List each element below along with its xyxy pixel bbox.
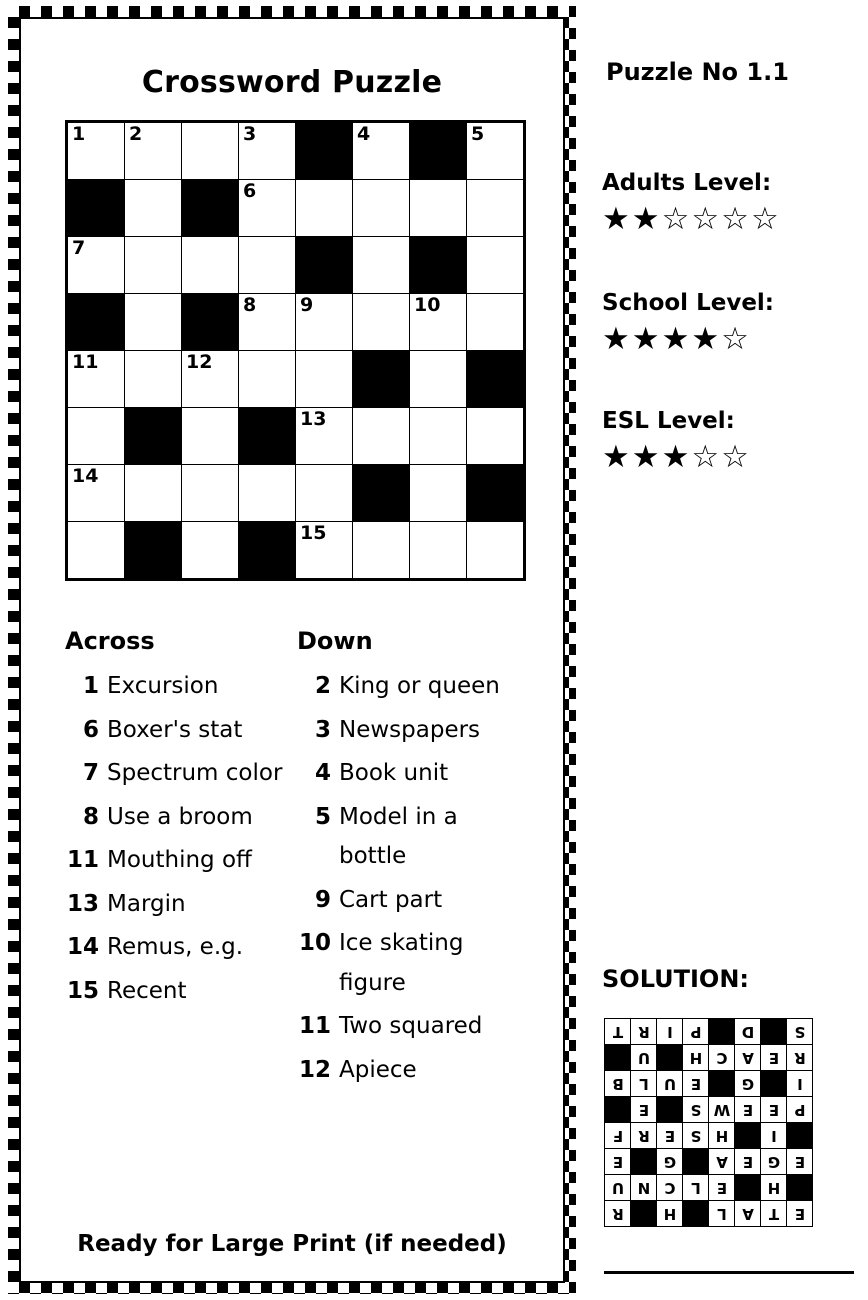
solution-cell: H [657,1201,683,1227]
difficulty-stars: ★★★☆☆ [602,439,751,475]
grid-cell-block [125,522,182,580]
clue-number: 7 [82,760,99,787]
clue-number: 5 [314,803,331,830]
clue-number: 11 [66,847,99,874]
grid-cell[interactable] [410,294,467,351]
clue-number: 4 [314,760,331,787]
solution-cell-block [605,1045,631,1071]
clue-number: 2 [314,673,331,699]
grid-cell-block [239,408,296,465]
grid-cell[interactable] [125,465,182,522]
clue-text: Two squared [339,1013,483,1040]
clue-number: 3 [314,716,331,743]
grid-cell-number: 9 [300,294,314,316]
grid-cell[interactable] [467,237,525,294]
difficulty-label: School Level: [602,290,774,316]
difficulty-level [602,170,858,236]
solution-cell-block [761,1071,787,1097]
grid-cell[interactable] [410,180,467,237]
footer-note: Ready for Large Print (if needed) [77,1231,507,1257]
solution-cell: W [709,1097,735,1123]
grid-cell[interactable] [239,180,296,237]
grid-cell[interactable] [67,408,125,465]
solution-cell: P [787,1097,813,1123]
difficulty-stars: ★★★★☆ [602,321,751,357]
solution-cell: S [683,1123,709,1149]
solution-cell-block [631,1149,657,1175]
grid-cell[interactable] [467,522,525,580]
clue-number: 8 [82,803,99,830]
clue-item[interactable] [297,881,529,921]
solution-cell: F [605,1123,631,1149]
puzzle-number: Puzzle No 1.1 [606,58,789,86]
clue-text: King or queen [339,673,500,699]
grid-cell-number: 10 [414,294,441,316]
grid-cell[interactable] [410,351,467,408]
clue-number: 14 [66,934,99,961]
grid-cell[interactable] [353,522,410,580]
clue-number: 13 [66,890,99,917]
grid-cell-block [239,522,296,580]
grid-cell[interactable] [182,351,239,408]
solution-cell: E [787,1149,813,1175]
grid-cell[interactable] [239,465,296,522]
solution-cell: A [735,1045,761,1071]
solution-row [605,1071,813,1097]
solution-row [605,1019,813,1045]
solution-cell-block [683,1149,709,1175]
grid-cell[interactable] [296,180,353,237]
grid-cell[interactable] [182,122,239,180]
solution-cell: I [761,1123,787,1149]
grid-cell[interactable] [353,294,410,351]
grid-row [67,465,525,522]
solution-row [605,1045,813,1071]
grid-cell[interactable] [296,522,353,580]
grid-cell-block [467,465,525,522]
grid-cell[interactable] [353,237,410,294]
grid-cell[interactable] [467,180,525,237]
solution-cell: P [683,1019,709,1045]
grid-cell-block [67,294,125,351]
clue-text: Book unit [339,760,449,787]
solution-cell: R [631,1019,657,1045]
difficulty-label: Adults Level: [602,170,772,196]
grid-cell[interactable] [182,408,239,465]
solution-cell: H [761,1175,787,1201]
solution-cell: E [735,1097,761,1123]
grid-cell-number: 8 [243,294,257,316]
clue-number: 15 [66,977,99,1004]
clue-text: Remus, e.g. [107,934,244,961]
clue-text: Use a broom [107,803,253,830]
solution-cell: E [605,1149,631,1175]
grid-cell[interactable] [239,237,296,294]
clue-text: Cart part [339,886,443,913]
solution-cell-block [605,1097,631,1123]
page-title: Crossword Puzzle [141,65,443,100]
solution-cell-block [735,1123,761,1149]
grid-cell-number: 1 [72,123,86,145]
solution-cell: C [657,1175,683,1201]
difficulty-level [602,408,858,474]
grid-cell-number: 5 [471,123,485,145]
grid-cell[interactable] [239,351,296,408]
grid-cell[interactable] [467,122,525,180]
grid-cell[interactable] [125,351,182,408]
down-heading: Down [297,627,373,655]
solution-cell-block [683,1201,709,1227]
grid-row [67,522,525,580]
clue-number: 6 [82,716,99,743]
grid-cell[interactable] [467,294,525,351]
grid-row [67,408,525,465]
grid-cell-number: 7 [72,237,86,259]
clue-item[interactable] [297,667,529,707]
solution-cell: H [683,1045,709,1071]
grid-cell-block [410,122,467,180]
solution-cell: A [735,1201,761,1227]
grid-cell-number: 13 [300,408,327,430]
grid-cell[interactable] [296,351,353,408]
clue-text: Newspapers [339,716,481,743]
grid-row [67,180,525,237]
solution-cell: E [735,1149,761,1175]
grid-cell-block [467,351,525,408]
clue-text: Spectrum color [107,760,283,787]
grid-cell[interactable] [410,465,467,522]
solution-cell: G [761,1149,787,1175]
grid-cell-block [182,294,239,351]
clue-item[interactable] [65,798,297,838]
solution-row [605,1097,813,1123]
grid-cell-number: 6 [243,180,257,202]
grid-cell[interactable] [410,408,467,465]
grid-cell[interactable] [239,122,296,180]
grid-cell[interactable] [239,294,296,351]
grid-cell[interactable] [67,465,125,522]
solution-cell: N [631,1175,657,1201]
clue-text: Recent [107,977,187,1004]
grid-cell-number: 15 [300,522,327,544]
grid-row [67,351,525,408]
grid-cell[interactable] [125,180,182,237]
clue-number: 10 [298,930,331,957]
solution-row [605,1123,813,1149]
solution-cell: I [657,1019,683,1045]
clue-item[interactable] [297,711,529,751]
info-sidebar [598,0,860,1300]
grid-cell-block [125,408,182,465]
solution-cell: E [787,1201,813,1227]
grid-cell-block [67,180,125,237]
solution-cell: E [709,1175,735,1201]
solution-cell: D [735,1019,761,1045]
solution-cell: R [605,1201,631,1227]
clue-item[interactable] [297,754,529,794]
grid-cell[interactable] [67,522,125,580]
solution-grid-table [604,1018,813,1227]
solution-row [605,1201,813,1227]
puzzle-card [8,6,576,1294]
puzzle-card-inner [19,17,565,1283]
clue-item[interactable] [65,885,297,925]
solution-row [605,1175,813,1201]
solution-cell: A [709,1149,735,1175]
grid-cell-number: 11 [72,351,99,373]
clue-number: 1 [82,673,99,699]
grid-cell[interactable] [125,294,182,351]
clue-item[interactable] [297,798,529,877]
solution-heading: SOLUTION: [602,965,749,993]
solution-cell: G [657,1149,683,1175]
solution-cell: C [709,1045,735,1071]
clue-lists [65,627,545,1094]
across-heading: Across [65,627,155,655]
grid-cell[interactable] [182,465,239,522]
solution-cell: T [605,1019,631,1045]
grid-cell[interactable] [410,522,467,580]
grid-cell-number: 2 [129,123,143,145]
clue-item[interactable] [65,972,297,1012]
grid-cell-block [353,465,410,522]
clue-number: 11 [298,1013,331,1040]
clue-item[interactable] [65,928,297,968]
solution-cell: R [787,1045,813,1071]
grid-cell[interactable] [467,408,525,465]
grid-row [67,237,525,294]
solution-cell: S [787,1019,813,1045]
solution-cell-block [709,1019,735,1045]
clue-item[interactable] [297,924,529,1003]
solution-cell: U [605,1175,631,1201]
solution-cell: L [709,1201,735,1227]
down-clues [297,627,529,1094]
clue-item[interactable] [297,1007,529,1047]
solution-cell: H [709,1123,735,1149]
solution-cell-block [735,1175,761,1201]
clue-text: Excursion [107,673,219,699]
grid-cell-number: 12 [186,351,213,373]
solution-cell-block [657,1045,683,1071]
solution-cell: E [631,1097,657,1123]
grid-row [67,122,525,180]
solution-cell-block [787,1175,813,1201]
solution-cell: L [683,1175,709,1201]
clue-text: Boxer's stat [107,716,243,743]
solution-cell: E [683,1071,709,1097]
grid-cell[interactable] [67,122,125,180]
grid-cell-block [296,122,353,180]
grid-cell[interactable] [125,237,182,294]
solution-cell: T [761,1201,787,1227]
grid-cell[interactable] [296,465,353,522]
solution-cell-block [761,1019,787,1045]
solution-cell: E [761,1097,787,1123]
solution-cell: B [605,1071,631,1097]
clue-text: Model in a bottle [339,803,458,870]
across-clues [65,627,297,1094]
grid-cell-block [410,237,467,294]
solution-cell: G [735,1071,761,1097]
clue-text: Mouthing off [107,847,252,874]
grid-row [67,294,525,351]
grid-cell[interactable] [67,351,125,408]
grid-cell-number: 14 [72,465,99,487]
grid-cell-block [296,237,353,294]
difficulty-label: ESL Level: [602,408,735,434]
grid-cell-block [353,351,410,408]
solution-cell: E [657,1123,683,1149]
clue-text: Apiece [339,1056,417,1083]
solution-cell-block [657,1097,683,1123]
difficulty-stars: ★★☆☆☆☆ [602,201,781,237]
grid-cell-number: 3 [243,123,257,145]
crossword-grid[interactable] [65,120,526,581]
grid-cell[interactable] [353,408,410,465]
clue-item[interactable] [65,667,297,707]
solution-cell-block [709,1071,735,1097]
grid-cell[interactable] [353,122,410,180]
grid-cell[interactable] [67,237,125,294]
clue-number: 9 [314,886,331,913]
grid-cell[interactable] [296,294,353,351]
solution-cell: U [631,1045,657,1071]
clue-item[interactable] [65,711,297,751]
solution-cell: U [657,1071,683,1097]
solution-row [605,1149,813,1175]
solution-cell: I [787,1071,813,1097]
solution-cell-block [631,1201,657,1227]
solution-cell: L [631,1071,657,1097]
difficulty-level [602,290,858,356]
solution-cell: R [631,1123,657,1149]
grid-cell-number: 4 [357,123,371,145]
solution-cell-block [787,1123,813,1149]
clue-number: 12 [298,1056,331,1083]
solution-divider [604,1271,854,1274]
grid-cell[interactable] [182,237,239,294]
grid-cell-block [182,180,239,237]
clue-item[interactable] [65,841,297,881]
grid-cell[interactable] [182,522,239,580]
crossword-grid-table[interactable] [65,120,526,581]
grid-cell[interactable] [353,180,410,237]
clue-text: Ice skating figure [339,930,464,996]
solution-grid [604,1018,813,1227]
solution-cell: S [683,1097,709,1123]
solution-cell: E [761,1045,787,1071]
grid-cell[interactable] [296,408,353,465]
grid-cell[interactable] [125,122,182,180]
clue-item[interactable] [65,754,297,794]
clue-item[interactable] [297,1051,529,1091]
clue-text: Margin [107,890,186,917]
